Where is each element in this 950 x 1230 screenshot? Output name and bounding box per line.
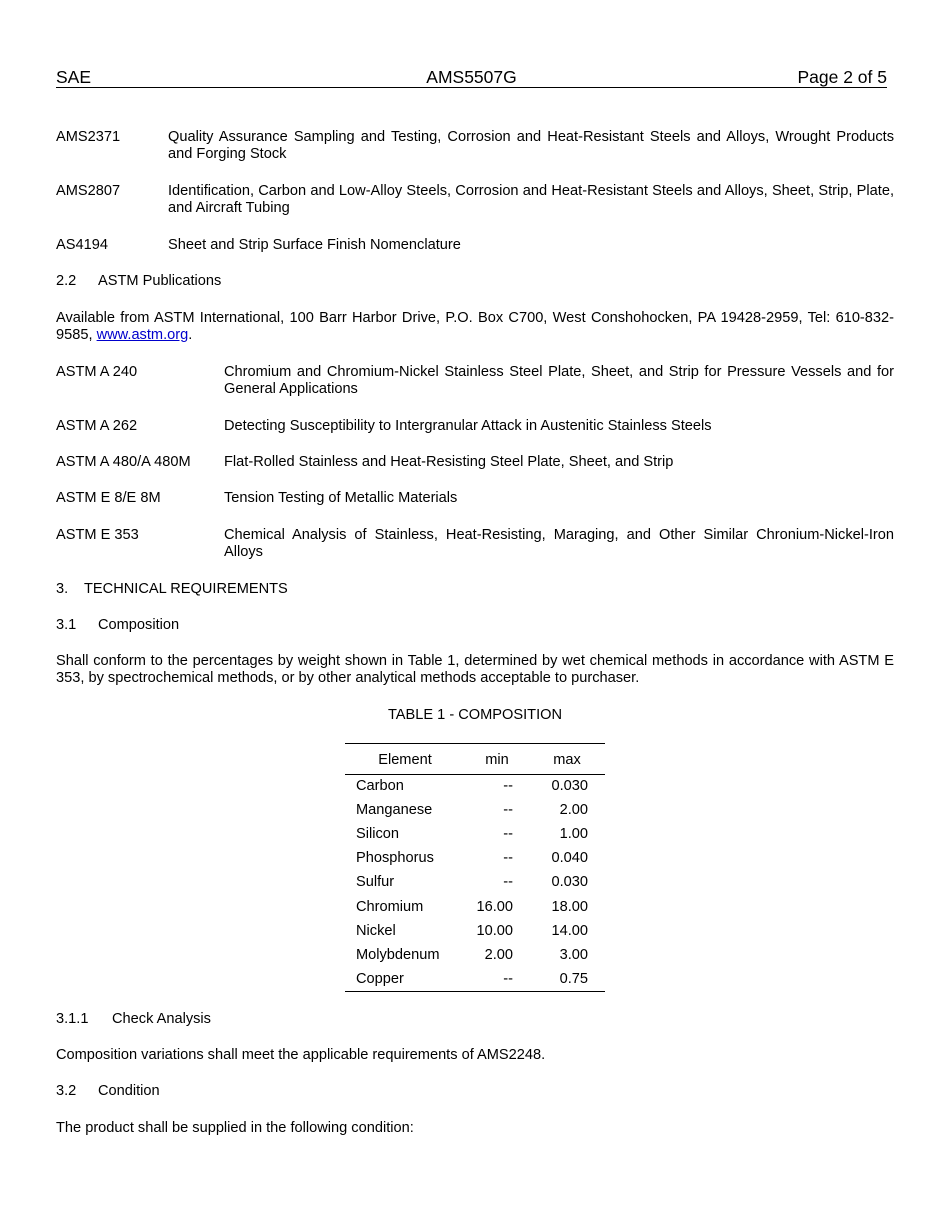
reference-title: Chromium and Chromium-Nickel Stainless Steel Plate, Sheet, and Strip for Pressure Vessels and for General Applications xyxy=(224,364,894,397)
cell-min: 10.00 xyxy=(476,923,513,939)
cell-min: 2.00 xyxy=(484,947,513,963)
section-number: 2.2 xyxy=(56,273,77,289)
section-heading-3-1-1 xyxy=(56,1011,211,1028)
reference-item xyxy=(56,237,894,254)
cell-max: 0.030 xyxy=(551,874,588,890)
cell-min: -- xyxy=(503,874,513,890)
reference-code: ASTM A 240 xyxy=(56,364,138,380)
reference-item xyxy=(56,183,894,217)
section-title: TECHNICAL REQUIREMENTS xyxy=(84,581,288,597)
section-number: 3. xyxy=(56,581,69,597)
cell-element: Silicon xyxy=(356,826,399,842)
availability-end: . xyxy=(188,327,193,343)
section-heading-3-2 xyxy=(56,1083,160,1100)
cell-element: Carbon xyxy=(356,778,404,794)
section-title: Composition xyxy=(98,617,180,633)
section-title: ASTM Publications xyxy=(98,273,222,289)
cell-element: Manganese xyxy=(356,802,433,818)
table-bottom-rule xyxy=(345,991,605,992)
cell-element: Copper xyxy=(356,971,404,987)
cell-min: -- xyxy=(503,850,513,866)
reference-item xyxy=(56,527,894,561)
cell-max: 0.75 xyxy=(559,971,588,987)
composition-table xyxy=(345,743,605,992)
reference-title: Identification, Carbon and Low-Alloy Steels, Corrosion and Heat-Resistant Steels and Alloys, Sheet, Strip, Plate, and Aircraft Tubing xyxy=(168,183,894,216)
condition-paragraph: The product shall be supplied in the following condition: xyxy=(56,1120,414,1136)
cell-min: -- xyxy=(503,778,513,794)
reference-code: ASTM A 480/A 480M xyxy=(56,454,191,470)
check-analysis-paragraph: Composition variations shall meet the applicable requirements of AMS2248. xyxy=(56,1047,546,1063)
reference-item xyxy=(56,418,894,435)
reference-code: ASTM A 262 xyxy=(56,418,138,434)
column-header-min: min xyxy=(485,752,509,768)
cell-element: Phosphorus xyxy=(356,850,434,866)
availability-text: Available from ASTM International, 100 Barr Harbor Drive, P.O. Box C700, West Conshohocken, PA 19428-2959, Tel: 610-832-9585, xyxy=(56,310,894,343)
cell-min: 16.00 xyxy=(476,899,513,915)
astm-website-link[interactable]: www.astm.org xyxy=(96,327,189,343)
astm-availability-paragraph xyxy=(56,310,894,344)
column-header-element: Element xyxy=(378,752,432,768)
table-top-rule xyxy=(345,743,605,744)
reference-code: ASTM E 353 xyxy=(56,527,139,543)
table-caption: TABLE 1 - COMPOSITION xyxy=(387,707,563,723)
reference-code: AMS2807 xyxy=(56,183,121,199)
cell-max: 14.00 xyxy=(551,923,588,939)
cell-max: 0.040 xyxy=(551,850,588,866)
reference-code: AMS2371 xyxy=(56,129,121,145)
cell-max: 1.00 xyxy=(559,826,588,842)
reference-code: ASTM E 8/E 8M xyxy=(56,490,161,506)
section-heading-3-1 xyxy=(56,617,179,634)
reference-title: Tension Testing of Metallic Materials xyxy=(224,490,458,506)
cell-element: Chromium xyxy=(356,899,424,915)
cell-element: Nickel xyxy=(356,923,396,939)
cell-max: 3.00 xyxy=(559,947,588,963)
table-header-rule xyxy=(345,774,605,775)
reference-item xyxy=(56,129,894,163)
reference-item xyxy=(56,490,894,507)
cell-element: Sulfur xyxy=(356,874,395,890)
column-header-max: max xyxy=(553,752,581,768)
cell-max: 2.00 xyxy=(559,802,588,818)
composition-paragraph: Shall conform to the percentages by weight shown in Table 1, determined by wet chemical methods in accordance with ASTM E 353, by spectrochemical methods, or by other analytical methods acceptable to purchaser. xyxy=(56,653,894,686)
reference-title: Chemical Analysis of Stainless, Heat-Resisting, Maraging, and Other Similar Chronium-Nickel-Iron Alloys xyxy=(224,527,894,560)
reference-item xyxy=(56,454,894,471)
section-number: 3.2 xyxy=(56,1083,77,1099)
section-title: Condition xyxy=(98,1083,160,1099)
section-number: 3.1.1 xyxy=(56,1011,89,1027)
reference-item xyxy=(56,364,894,398)
section-title: Check Analysis xyxy=(112,1011,211,1027)
section-number: 3.1 xyxy=(56,617,77,633)
cell-min: -- xyxy=(503,802,513,818)
reference-title: Flat-Rolled Stainless and Heat-Resisting Steel Plate, Sheet, and Strip xyxy=(224,454,674,470)
header-doc-number: AMS5507G xyxy=(426,67,517,87)
cell-min: -- xyxy=(503,826,513,842)
section-heading-2-2 xyxy=(56,273,221,290)
cell-max: 18.00 xyxy=(551,899,588,915)
reference-title: Sheet and Strip Surface Finish Nomenclature xyxy=(168,237,461,253)
reference-title: Quality Assurance Sampling and Testing, Corrosion and Heat-Resistant Steels and Alloys, Wrought Products and Forging Stock xyxy=(168,129,894,162)
reference-code: AS4194 xyxy=(56,237,108,253)
section-heading-3 xyxy=(56,581,288,598)
header-page-number: Page 2 of 5 xyxy=(797,67,887,87)
cell-element: Molybdenum xyxy=(356,947,440,963)
header-org: SAE xyxy=(56,67,92,87)
cell-min: -- xyxy=(503,971,513,987)
cell-max: 0.030 xyxy=(551,778,588,794)
reference-title: Detecting Susceptibility to Intergranular Attack in Austenitic Stainless Steels xyxy=(224,418,712,434)
page-header xyxy=(56,68,887,88)
